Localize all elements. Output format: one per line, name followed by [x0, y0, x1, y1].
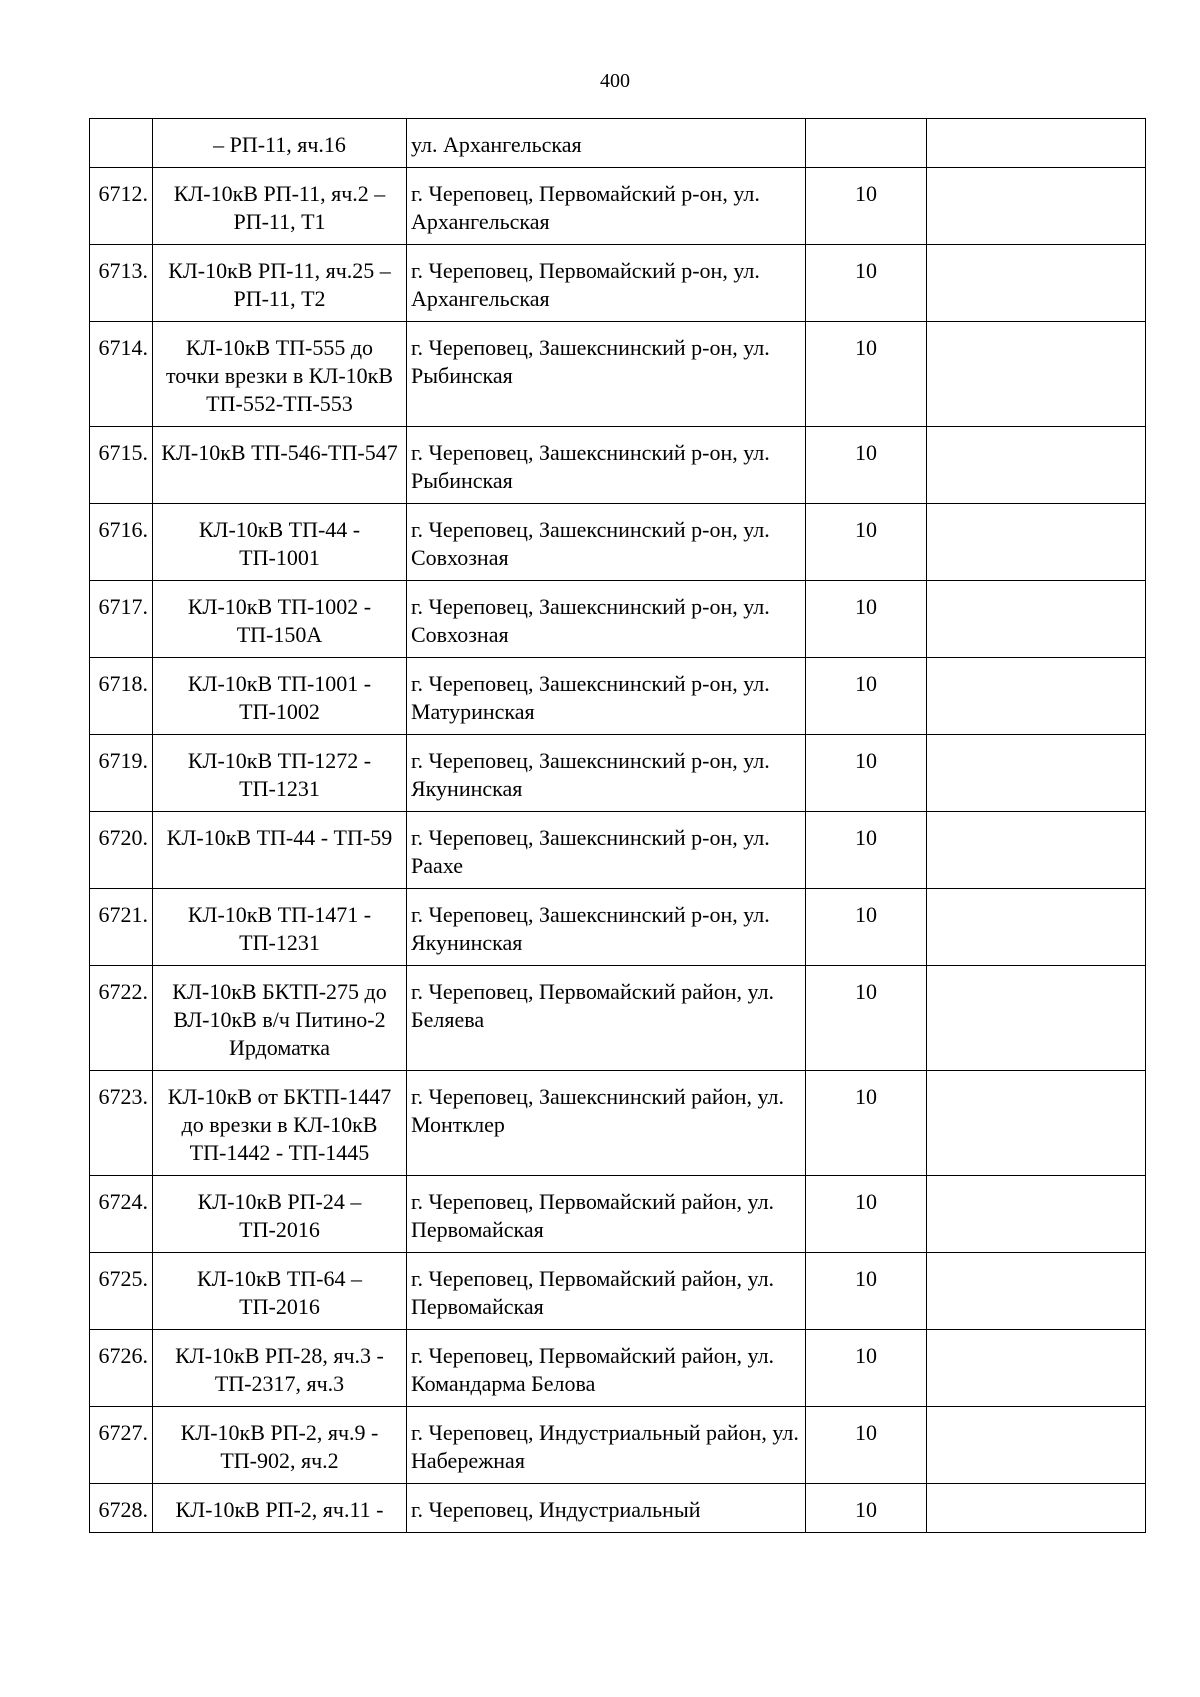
address-cell: г. Череповец, Первомайский р-он, ул. Архангельская: [407, 245, 806, 322]
voltage-cell: 10: [806, 1330, 927, 1407]
cable-line-name-cell: КЛ-10кВ ТП-546-ТП-547: [153, 427, 407, 504]
extra-cell: [927, 1407, 1146, 1484]
voltage-cell: 10: [806, 581, 927, 658]
table-row: [90, 966, 1146, 1071]
cable-line-name-cell: КЛ-10кВ ТП-555 до точки врезки в КЛ-10кВ ТП-552-ТП-553: [153, 322, 407, 427]
extra-cell: [927, 322, 1146, 427]
voltage-cell: 10: [806, 168, 927, 245]
address-cell: ул. Архангельская: [407, 119, 806, 168]
cable-line-name-cell: КЛ-10кВ РП-2, яч.9 - ТП-902, яч.2: [153, 1407, 407, 1484]
voltage-cell: [806, 119, 927, 168]
extra-cell: [927, 504, 1146, 581]
voltage-cell: 10: [806, 812, 927, 889]
extra-cell: [927, 735, 1146, 812]
voltage-cell: 10: [806, 966, 927, 1071]
cable-line-name-cell: КЛ-10кВ ТП-44 - ТП-59: [153, 812, 407, 889]
voltage-cell: 10: [806, 504, 927, 581]
address-cell: г. Череповец, Зашекснинский р-он, ул. Матуринская: [407, 658, 806, 735]
table-row: [90, 1407, 1146, 1484]
row-number-cell: 6716.: [90, 504, 153, 581]
voltage-cell: 10: [806, 1253, 927, 1330]
table-row: [90, 168, 1146, 245]
voltage-cell: 10: [806, 1176, 927, 1253]
row-number-cell: 6728.: [90, 1484, 153, 1533]
table-row: [90, 119, 1146, 168]
table-body: [90, 119, 1146, 1533]
voltage-cell: 10: [806, 889, 927, 966]
table-row: [90, 245, 1146, 322]
address-cell: г. Череповец, Зашекснинский р-он, ул. Совхозная: [407, 581, 806, 658]
address-cell: г. Череповец, Первомайский район, ул. Первомайская: [407, 1176, 806, 1253]
row-number-cell: 6722.: [90, 966, 153, 1071]
extra-cell: [927, 1484, 1146, 1533]
page-number: 400: [600, 70, 630, 92]
table-row: [90, 1330, 1146, 1407]
table-row: [90, 1071, 1146, 1176]
address-cell: г. Череповец, Зашекснинский р-он, ул. Якунинская: [407, 735, 806, 812]
voltage-cell: 10: [806, 1407, 927, 1484]
address-cell: г. Череповец, Первомайский р-он, ул. Архангельская: [407, 168, 806, 245]
extra-cell: [927, 427, 1146, 504]
row-number-cell: 6720.: [90, 812, 153, 889]
row-number-cell: 6724.: [90, 1176, 153, 1253]
cable-line-name-cell: КЛ-10кВ БКТП-275 до ВЛ-10кВ в/ч Питино-2 Ирдоматка: [153, 966, 407, 1071]
address-cell: г. Череповец, Зашекснинский р-он, ул. Совхозная: [407, 504, 806, 581]
table-row: [90, 1176, 1146, 1253]
cable-line-name-cell: КЛ-10кВ РП-11, яч.25 – РП-11, Т2: [153, 245, 407, 322]
extra-cell: [927, 1071, 1146, 1176]
address-cell: г. Череповец, Индустриальный: [407, 1484, 806, 1533]
cable-line-name-cell: КЛ-10кВ РП-11, яч.2 – РП-11, Т1: [153, 168, 407, 245]
row-number-cell: 6714.: [90, 322, 153, 427]
row-number-cell: 6717.: [90, 581, 153, 658]
extra-cell: [927, 966, 1146, 1071]
voltage-cell: 10: [806, 735, 927, 812]
address-cell: г. Череповец, Первомайский район, ул. Первомайская: [407, 1253, 806, 1330]
extra-cell: [927, 581, 1146, 658]
row-number-cell: 6715.: [90, 427, 153, 504]
row-number-cell: 6727.: [90, 1407, 153, 1484]
extra-cell: [927, 1253, 1146, 1330]
extra-cell: [927, 889, 1146, 966]
cable-line-registry-table: [89, 118, 1146, 1533]
voltage-cell: 10: [806, 1484, 927, 1533]
table-row: [90, 427, 1146, 504]
table-row: [90, 1253, 1146, 1330]
extra-cell: [927, 658, 1146, 735]
row-number-cell: [90, 119, 153, 168]
cable-line-name-cell: КЛ-10кВ от БКТП-1447 до врезки в КЛ-10кВ ТП-1442 - ТП-1445: [153, 1071, 407, 1176]
row-number-cell: 6712.: [90, 168, 153, 245]
address-cell: г. Череповец, Первомайский район, ул. Беляева: [407, 966, 806, 1071]
voltage-cell: 10: [806, 245, 927, 322]
extra-cell: [927, 812, 1146, 889]
row-number-cell: 6726.: [90, 1330, 153, 1407]
extra-cell: [927, 1176, 1146, 1253]
address-cell: г. Череповец, Зашекснинский р-он, ул. Якунинская: [407, 889, 806, 966]
table-row: [90, 504, 1146, 581]
voltage-cell: 10: [806, 1071, 927, 1176]
extra-cell: [927, 168, 1146, 245]
extra-cell: [927, 119, 1146, 168]
cable-line-name-cell: КЛ-10кВ ТП-44 - ТП-1001: [153, 504, 407, 581]
voltage-cell: 10: [806, 322, 927, 427]
extra-cell: [927, 1330, 1146, 1407]
row-number-cell: 6713.: [90, 245, 153, 322]
voltage-cell: 10: [806, 658, 927, 735]
row-number-cell: 6723.: [90, 1071, 153, 1176]
table-row: [90, 889, 1146, 966]
address-cell: г. Череповец, Индустриальный район, ул. Набережная: [407, 1407, 806, 1484]
cable-line-name-cell: КЛ-10кВ РП-24 – ТП-2016: [153, 1176, 407, 1253]
cable-line-name-cell: КЛ-10кВ ТП-1471 - ТП-1231: [153, 889, 407, 966]
table-row: [90, 658, 1146, 735]
cable-line-name-cell: КЛ-10кВ ТП-1272 - ТП-1231: [153, 735, 407, 812]
row-number-cell: 6719.: [90, 735, 153, 812]
table-row: [90, 735, 1146, 812]
table-row: [90, 322, 1146, 427]
table-row: [90, 1484, 1146, 1533]
row-number-cell: 6725.: [90, 1253, 153, 1330]
cable-line-name-cell: КЛ-10кВ РП-28, яч.3 - ТП-2317, яч.3: [153, 1330, 407, 1407]
address-cell: г. Череповец, Зашекснинский район, ул. Монтклер: [407, 1071, 806, 1176]
voltage-cell: 10: [806, 427, 927, 504]
cable-line-name-cell: КЛ-10кВ ТП-1002 - ТП-150А: [153, 581, 407, 658]
address-cell: г. Череповец, Зашекснинский р-он, ул. Раахе: [407, 812, 806, 889]
row-number-cell: 6721.: [90, 889, 153, 966]
cable-line-name-cell: КЛ-10кВ ТП-1001 - ТП-1002: [153, 658, 407, 735]
address-cell: г. Череповец, Зашекснинский р-он, ул. Рыбинская: [407, 427, 806, 504]
table-row: [90, 581, 1146, 658]
address-cell: г. Череповец, Первомайский район, ул. Командарма Белова: [407, 1330, 806, 1407]
table-row: [90, 812, 1146, 889]
address-cell: г. Череповец, Зашекснинский р-он, ул. Рыбинская: [407, 322, 806, 427]
extra-cell: [927, 245, 1146, 322]
cable-line-name-cell: КЛ-10кВ ТП-64 – ТП-2016: [153, 1253, 407, 1330]
row-number-cell: 6718.: [90, 658, 153, 735]
cable-line-name-cell: – РП-11, яч.16: [153, 119, 407, 168]
cable-line-name-cell: КЛ-10кВ РП-2, яч.11 -: [153, 1484, 407, 1533]
